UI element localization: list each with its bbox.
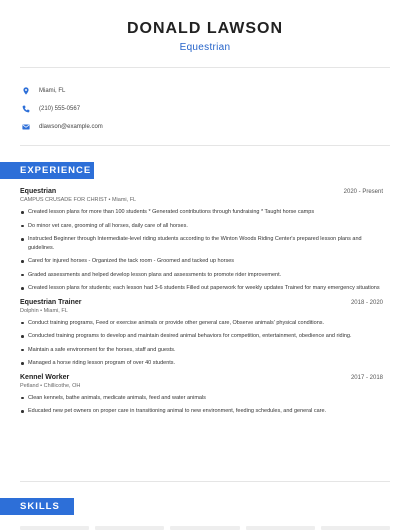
- bullet-item: Conducted training programs to develop and maintain desired animal behaviors for competition, entertainment, obedience and riding.: [20, 332, 383, 341]
- job-title: Kennel Worker: [20, 373, 70, 381]
- bullet-item: Created lesson plans for more than 100 students * Generated contributions through fundraising * Taught horse camps: [20, 208, 383, 217]
- job-dates: 2017 - 2018: [350, 374, 383, 381]
- experience-section-heading: EXPERIENCE: [0, 162, 94, 179]
- contact-location-text: Miami, FL: [39, 88, 66, 94]
- job-entry: [20, 299, 383, 368]
- bullet-item: Clean kennels, bathe animals, medicate animals, feed and water animals: [20, 394, 383, 403]
- skill-item: [321, 526, 390, 530]
- job-org: Petland • Chillicothe, OH: [20, 382, 81, 389]
- bullet-item: Created lesson plans for students; each lesson had 3-6 students Filled out paperwork for weekly updates Trained for many emergency situations: [20, 284, 383, 293]
- job-entry: [20, 374, 383, 416]
- header-divider: [20, 67, 390, 68]
- bullet-item: Conduct training programs, Feed or exercise animals or provide other general care, Observe animals' physical conditions.: [20, 319, 383, 328]
- contact-phone: [22, 100, 103, 118]
- job-bullets: [20, 208, 383, 293]
- bullet-item: Managed a horse riding lesson program of over 40 students.: [20, 359, 383, 368]
- experience-divider: [20, 481, 390, 482]
- skills-section-heading: SKILLS: [0, 498, 74, 515]
- bullet-item: Instructed Beginner through Intermediate-level riding students according to the Winton Woods Riding Center's prepared lesson plans and guidelines.: [20, 235, 383, 252]
- skills-list: [20, 526, 390, 530]
- job-entry: [20, 188, 383, 293]
- contact-location: [22, 82, 103, 100]
- bullet-item: Maintain a safe environment for the horses, staff and guests.: [20, 346, 383, 355]
- job-org: Dolphin • Miami, FL: [20, 307, 68, 314]
- bullet-item: Cared for injured horses - Organized the tack room - Groomed and tacked up horses: [20, 257, 383, 266]
- contact-email: [22, 118, 103, 136]
- contact-email-text: dlawson@example.com: [39, 124, 103, 130]
- skill-item: [246, 526, 315, 530]
- bullet-item: Graded assessments and helped develop lesson plans and assessments to promote rider improvement.: [20, 271, 383, 280]
- candidate-name: DONALD LAWSON: [126, 20, 284, 37]
- resume-header: [0, 0, 410, 53]
- job-dates: 2018 - 2020: [350, 299, 383, 306]
- phone-icon: [22, 105, 30, 113]
- candidate-title: Equestrian: [179, 42, 231, 53]
- skill-item: [170, 526, 239, 530]
- contact-phone-text: (210) 555-0567: [39, 106, 81, 112]
- email-icon: [22, 123, 30, 131]
- job-title: Equestrian: [20, 188, 57, 195]
- job-org: CAMPUS CRUSADE FOR CHRIST • Miami, FL: [20, 197, 137, 203]
- location-pin-icon: [22, 87, 30, 95]
- contact-divider: [20, 145, 390, 146]
- job-bullets: [20, 319, 383, 368]
- bullet-item: Do minor vet care, grooming of all horses, daily care of all horses.: [20, 222, 383, 231]
- job-title: Equestrian Trainer: [20, 298, 82, 306]
- skill-item: [20, 526, 89, 530]
- job-dates: 2020 - Present: [343, 189, 383, 195]
- job-bullets: [20, 394, 383, 416]
- experience-list: [20, 188, 383, 422]
- bullet-item: Educated new pet owners on proper care in transitioning animal to new environment, feeding schedules, and general care.: [20, 407, 383, 416]
- contact-list: [22, 82, 103, 136]
- skill-item: [95, 526, 164, 530]
